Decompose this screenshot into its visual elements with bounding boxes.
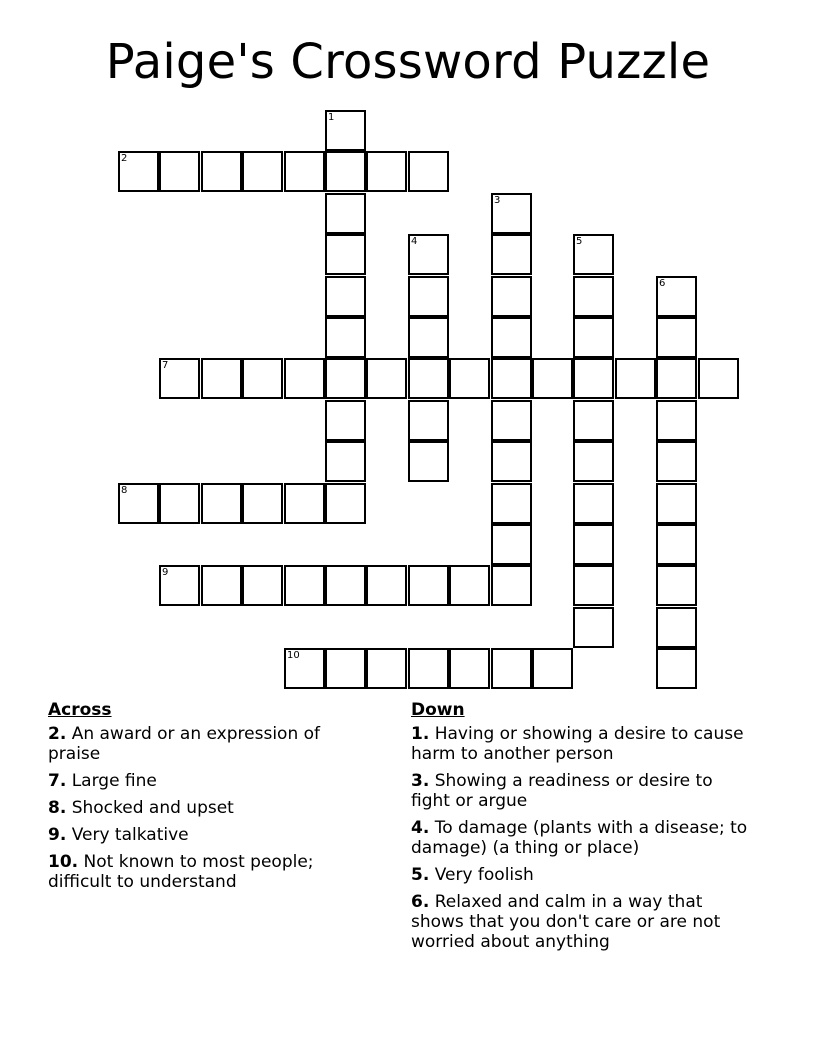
clue-down-1 [411, 724, 751, 764]
cell-number: 3 [494, 195, 501, 206]
grid-cell[interactable] [325, 483, 366, 524]
grid-cell[interactable] [615, 358, 656, 399]
grid-cell[interactable] [325, 565, 366, 606]
grid-cell[interactable] [408, 565, 449, 606]
grid-cell[interactable] [118, 483, 159, 524]
page-title: Paige's Crossword Puzzle [105, 34, 711, 90]
grid-cell[interactable] [408, 358, 449, 399]
grid-cell[interactable] [656, 276, 697, 317]
grid-cell[interactable] [201, 151, 242, 192]
grid-cell[interactable] [656, 607, 697, 648]
clue-number: 1. [411, 724, 430, 744]
grid-cell[interactable] [284, 358, 325, 399]
grid-cell[interactable] [366, 565, 407, 606]
grid-cell[interactable] [698, 358, 739, 399]
grid-cell[interactable] [449, 358, 490, 399]
clue-text: Very foolish [434, 865, 534, 885]
grid-cell[interactable] [366, 151, 407, 192]
cell-number: 2 [121, 153, 128, 164]
grid-cell[interactable] [408, 234, 449, 275]
grid-cell[interactable] [325, 151, 366, 192]
grid-cell[interactable] [366, 648, 407, 689]
clue-number: 10. [48, 852, 79, 872]
grid-cell[interactable] [656, 400, 697, 441]
grid-cell[interactable] [656, 358, 697, 399]
grid-cell[interactable] [284, 648, 325, 689]
grid-cell[interactable] [573, 565, 614, 606]
grid-cell[interactable] [532, 648, 573, 689]
grid-cell[interactable] [325, 110, 366, 151]
cell-number: 8 [121, 485, 128, 496]
grid-cell[interactable] [118, 151, 159, 192]
grid-cell[interactable] [449, 648, 490, 689]
grid-cell[interactable] [573, 234, 614, 275]
grid-cell[interactable] [573, 483, 614, 524]
grid-cell[interactable] [573, 358, 614, 399]
grid-cell[interactable] [159, 565, 200, 606]
across-clues [48, 700, 358, 899]
grid-cell[interactable] [656, 317, 697, 358]
clue-text: Very talkative [71, 825, 189, 845]
cell-number: 4 [411, 236, 418, 247]
grid-cell[interactable] [656, 565, 697, 606]
grid-cell[interactable] [573, 400, 614, 441]
grid-cell[interactable] [491, 483, 532, 524]
clue-number: 9. [48, 825, 67, 845]
grid-cell[interactable] [366, 358, 407, 399]
cell-number: 10 [287, 650, 300, 661]
clue-down-6 [411, 892, 751, 952]
grid-cell[interactable] [573, 317, 614, 358]
clue-text: Large fine [71, 771, 157, 791]
grid-cell[interactable] [656, 648, 697, 689]
cell-number: 7 [162, 360, 169, 371]
grid-cell[interactable] [242, 151, 283, 192]
grid-cell[interactable] [532, 358, 573, 399]
grid-cell[interactable] [408, 151, 449, 192]
clue-number: 8. [48, 798, 67, 818]
clue-text: Not known to most people; difficult to understand [48, 852, 314, 892]
down-clues [411, 700, 751, 959]
grid-cell[interactable] [491, 193, 532, 234]
grid-cell[interactable] [159, 151, 200, 192]
clue-across-10 [48, 852, 358, 892]
grid-cell[interactable] [325, 400, 366, 441]
grid-cell[interactable] [408, 648, 449, 689]
clue-across-2 [48, 724, 358, 764]
grid-cell[interactable] [573, 524, 614, 565]
grid-cell[interactable] [284, 151, 325, 192]
grid-cell[interactable] [656, 483, 697, 524]
grid-cell[interactable] [201, 483, 242, 524]
clue-down-5 [411, 865, 751, 885]
grid-cell[interactable] [325, 358, 366, 399]
grid-cell[interactable] [491, 524, 532, 565]
grid-cell[interactable] [491, 317, 532, 358]
clue-text: To damage (plants with a disease; to damage) (a thing or place) [411, 818, 748, 858]
grid-cell[interactable] [325, 648, 366, 689]
grid-cell[interactable] [408, 441, 449, 482]
grid-cell[interactable] [159, 358, 200, 399]
down-heading: Down [411, 700, 465, 720]
grid-cell[interactable] [491, 648, 532, 689]
grid-cell[interactable] [656, 441, 697, 482]
clue-text: Having or showing a desire to cause harm to another person [411, 724, 744, 764]
grid-cell[interactable] [242, 483, 283, 524]
grid-cell[interactable] [408, 276, 449, 317]
grid-cell[interactable] [573, 276, 614, 317]
clue-number: 5. [411, 865, 430, 885]
clue-text: Relaxed and calm in a way that shows that you don't care or are not worried about anything [411, 892, 721, 952]
clue-text: An award or an expression of praise [48, 724, 321, 764]
cell-number: 1 [328, 112, 335, 123]
grid-cell[interactable] [242, 565, 283, 606]
grid-cell[interactable] [491, 234, 532, 275]
clue-across-8 [48, 798, 358, 818]
grid-cell[interactable] [201, 565, 242, 606]
clue-text: Shocked and upset [71, 798, 234, 818]
grid-cell[interactable] [491, 358, 532, 399]
clue-number: 2. [48, 724, 67, 744]
grid-cell[interactable] [408, 400, 449, 441]
clue-text: Showing a readiness or desire to fight or argue [411, 771, 713, 811]
grid-cell[interactable] [159, 483, 200, 524]
grid-cell[interactable] [284, 565, 325, 606]
grid-cell[interactable] [491, 565, 532, 606]
clue-down-3 [411, 771, 751, 811]
grid-cell[interactable] [284, 483, 325, 524]
clue-across-9 [48, 825, 358, 845]
grid-cell[interactable] [656, 524, 697, 565]
cell-number: 6 [659, 278, 666, 289]
grid-cell[interactable] [242, 358, 283, 399]
grid-cell[interactable] [325, 193, 366, 234]
clue-across-7 [48, 771, 358, 791]
clue-number: 3. [411, 771, 430, 791]
clue-down-4 [411, 818, 751, 858]
grid-cell[interactable] [491, 400, 532, 441]
grid-cell[interactable] [491, 441, 532, 482]
grid-cell[interactable] [408, 317, 449, 358]
clue-number: 4. [411, 818, 430, 838]
across-heading: Across [48, 700, 112, 720]
clue-number: 7. [48, 771, 67, 791]
grid-cell[interactable] [325, 317, 366, 358]
cell-number: 5 [576, 236, 583, 247]
grid-cell[interactable] [573, 607, 614, 648]
grid-cell[interactable] [449, 565, 490, 606]
grid-cell[interactable] [325, 234, 366, 275]
cell-number: 9 [162, 567, 169, 578]
grid-cell[interactable] [491, 276, 532, 317]
grid-cell[interactable] [325, 441, 366, 482]
grid-cell[interactable] [325, 276, 366, 317]
clue-number: 6. [411, 892, 430, 912]
grid-cell[interactable] [201, 358, 242, 399]
grid-cell[interactable] [573, 441, 614, 482]
